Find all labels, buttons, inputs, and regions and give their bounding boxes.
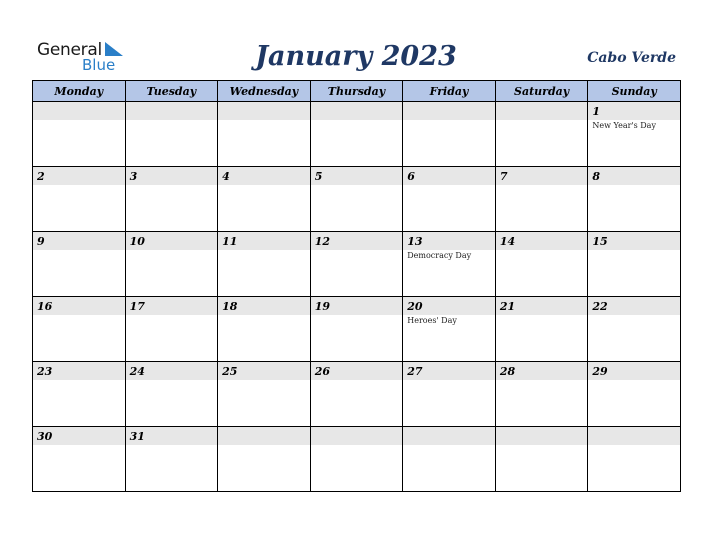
day-cell xyxy=(125,297,218,362)
day-number-bar xyxy=(218,297,310,315)
day-cell xyxy=(125,167,218,232)
day-number: 20 xyxy=(407,300,423,313)
day-cell xyxy=(403,167,496,232)
day-cell xyxy=(310,362,403,427)
day-number-bar xyxy=(311,427,403,445)
day-cell xyxy=(403,297,496,362)
day-cell xyxy=(33,427,126,492)
day-number-bar xyxy=(218,427,310,445)
day-number-bar xyxy=(218,232,310,250)
day-cell xyxy=(310,427,403,492)
day-number-bar xyxy=(496,102,588,120)
day-number-bar xyxy=(33,362,125,380)
country-name: Cabo Verde xyxy=(587,50,676,66)
day-number-bar xyxy=(496,427,588,445)
day-number-bar xyxy=(126,362,218,380)
day-number: 7 xyxy=(499,170,508,183)
weekday-header: Monday xyxy=(33,81,126,102)
day-number-bar xyxy=(126,427,218,445)
weekday-header: Friday xyxy=(403,81,496,102)
week-row xyxy=(33,297,681,362)
day-cell xyxy=(588,167,681,232)
day-number: 21 xyxy=(499,300,516,313)
weekday-header: Tuesday xyxy=(125,81,218,102)
day-cell xyxy=(33,232,126,297)
day-cell xyxy=(495,167,588,232)
day-number: 10 xyxy=(129,235,145,248)
day-number: 19 xyxy=(314,300,330,313)
holiday-label: New Year's Day xyxy=(592,121,656,130)
day-number: 8 xyxy=(592,170,601,183)
day-cell xyxy=(218,102,311,167)
day-number-bar xyxy=(588,297,680,315)
day-cell xyxy=(310,167,403,232)
day-number-bar xyxy=(496,297,588,315)
day-cell xyxy=(310,102,403,167)
day-number-bar xyxy=(496,362,588,380)
brand-blue-text: Blue xyxy=(82,56,116,74)
day-cell xyxy=(310,232,403,297)
day-number: 5 xyxy=(314,170,323,183)
day-number: 1 xyxy=(592,105,601,118)
day-number: 15 xyxy=(592,235,608,248)
day-number: 11 xyxy=(222,235,238,248)
weekday-header-row xyxy=(33,81,681,102)
day-cell xyxy=(495,232,588,297)
day-number-bar xyxy=(218,362,310,380)
day-number-bar xyxy=(126,297,218,315)
week-row xyxy=(33,232,681,297)
brand-general-text: General xyxy=(37,40,102,60)
day-number-bar xyxy=(403,102,495,120)
day-cell xyxy=(218,427,311,492)
day-cell xyxy=(495,102,588,167)
day-number-bar xyxy=(126,167,218,185)
day-number-bar xyxy=(403,297,495,315)
day-number: 31 xyxy=(129,430,145,443)
day-cell xyxy=(310,297,403,362)
day-number-bar xyxy=(33,297,125,315)
day-number: 14 xyxy=(499,235,516,248)
day-cell xyxy=(588,427,681,492)
day-cell xyxy=(33,167,126,232)
day-number-bar xyxy=(311,167,403,185)
holiday-label: Democracy Day xyxy=(407,251,472,260)
day-number: 25 xyxy=(222,365,238,378)
day-number: 29 xyxy=(592,365,608,378)
day-number-bar xyxy=(496,167,588,185)
day-number-bar xyxy=(33,102,125,120)
day-number-bar xyxy=(311,362,403,380)
day-number: 23 xyxy=(37,365,53,378)
day-number-bar xyxy=(126,232,218,250)
day-cell xyxy=(33,102,126,167)
day-number-bar xyxy=(33,427,125,445)
day-number-bar xyxy=(311,232,403,250)
day-cell xyxy=(403,362,496,427)
day-number: 18 xyxy=(222,300,238,313)
day-number-bar xyxy=(403,232,495,250)
day-cell xyxy=(218,297,311,362)
day-cell xyxy=(125,102,218,167)
day-number: 26 xyxy=(314,365,330,378)
day-number-bar xyxy=(588,167,680,185)
day-number: 9 xyxy=(37,235,45,248)
day-number-bar xyxy=(126,102,218,120)
day-cell xyxy=(33,297,126,362)
day-number: 13 xyxy=(407,235,423,248)
day-cell xyxy=(33,362,126,427)
day-cell xyxy=(125,427,218,492)
day-number-bar xyxy=(311,102,403,120)
weekday-header: Thursday xyxy=(310,81,403,102)
day-number: 16 xyxy=(37,300,53,313)
day-cell xyxy=(495,427,588,492)
day-cell xyxy=(403,102,496,167)
day-number: 17 xyxy=(129,300,145,313)
day-number: 27 xyxy=(407,365,423,378)
day-number-bar xyxy=(33,167,125,185)
week-row xyxy=(33,102,681,167)
day-number: 24 xyxy=(129,365,145,378)
day-cell xyxy=(218,362,311,427)
week-row xyxy=(33,167,681,232)
day-number-bar xyxy=(496,232,588,250)
day-number-bar xyxy=(403,167,495,185)
holiday-label: Heroes' Day xyxy=(407,316,457,325)
day-number-bar xyxy=(33,232,125,250)
day-number: 3 xyxy=(129,170,138,183)
day-number: 28 xyxy=(499,365,516,378)
day-number: 12 xyxy=(314,235,330,248)
day-number: 30 xyxy=(37,430,53,443)
day-number-bar xyxy=(218,102,310,120)
day-number-bar xyxy=(218,167,310,185)
day-cell xyxy=(125,362,218,427)
day-number-bar xyxy=(588,232,680,250)
day-number: 6 xyxy=(407,170,415,183)
page-title: January 2023 xyxy=(255,41,457,72)
day-cell xyxy=(588,102,681,167)
day-number: 22 xyxy=(592,300,608,313)
day-number: 4 xyxy=(222,170,230,183)
day-number-bar xyxy=(588,102,680,120)
day-number-bar xyxy=(588,427,680,445)
day-cell xyxy=(588,362,681,427)
day-cell xyxy=(218,232,311,297)
day-cell xyxy=(218,167,311,232)
day-number-bar xyxy=(403,427,495,445)
weekday-header: Sunday xyxy=(588,81,681,102)
day-number-bar xyxy=(403,362,495,380)
day-number: 2 xyxy=(37,170,45,183)
day-cell xyxy=(495,362,588,427)
weekday-header: Wednesday xyxy=(218,81,311,102)
day-cell xyxy=(588,297,681,362)
week-row xyxy=(33,362,681,427)
day-cell xyxy=(125,232,218,297)
day-cell xyxy=(403,232,496,297)
day-number-bar xyxy=(588,362,680,380)
weekday-header: Saturday xyxy=(495,81,588,102)
day-cell xyxy=(495,297,588,362)
calendar-grid xyxy=(32,80,681,492)
day-cell xyxy=(588,232,681,297)
day-cell xyxy=(403,427,496,492)
week-row xyxy=(33,427,681,492)
day-number-bar xyxy=(311,297,403,315)
